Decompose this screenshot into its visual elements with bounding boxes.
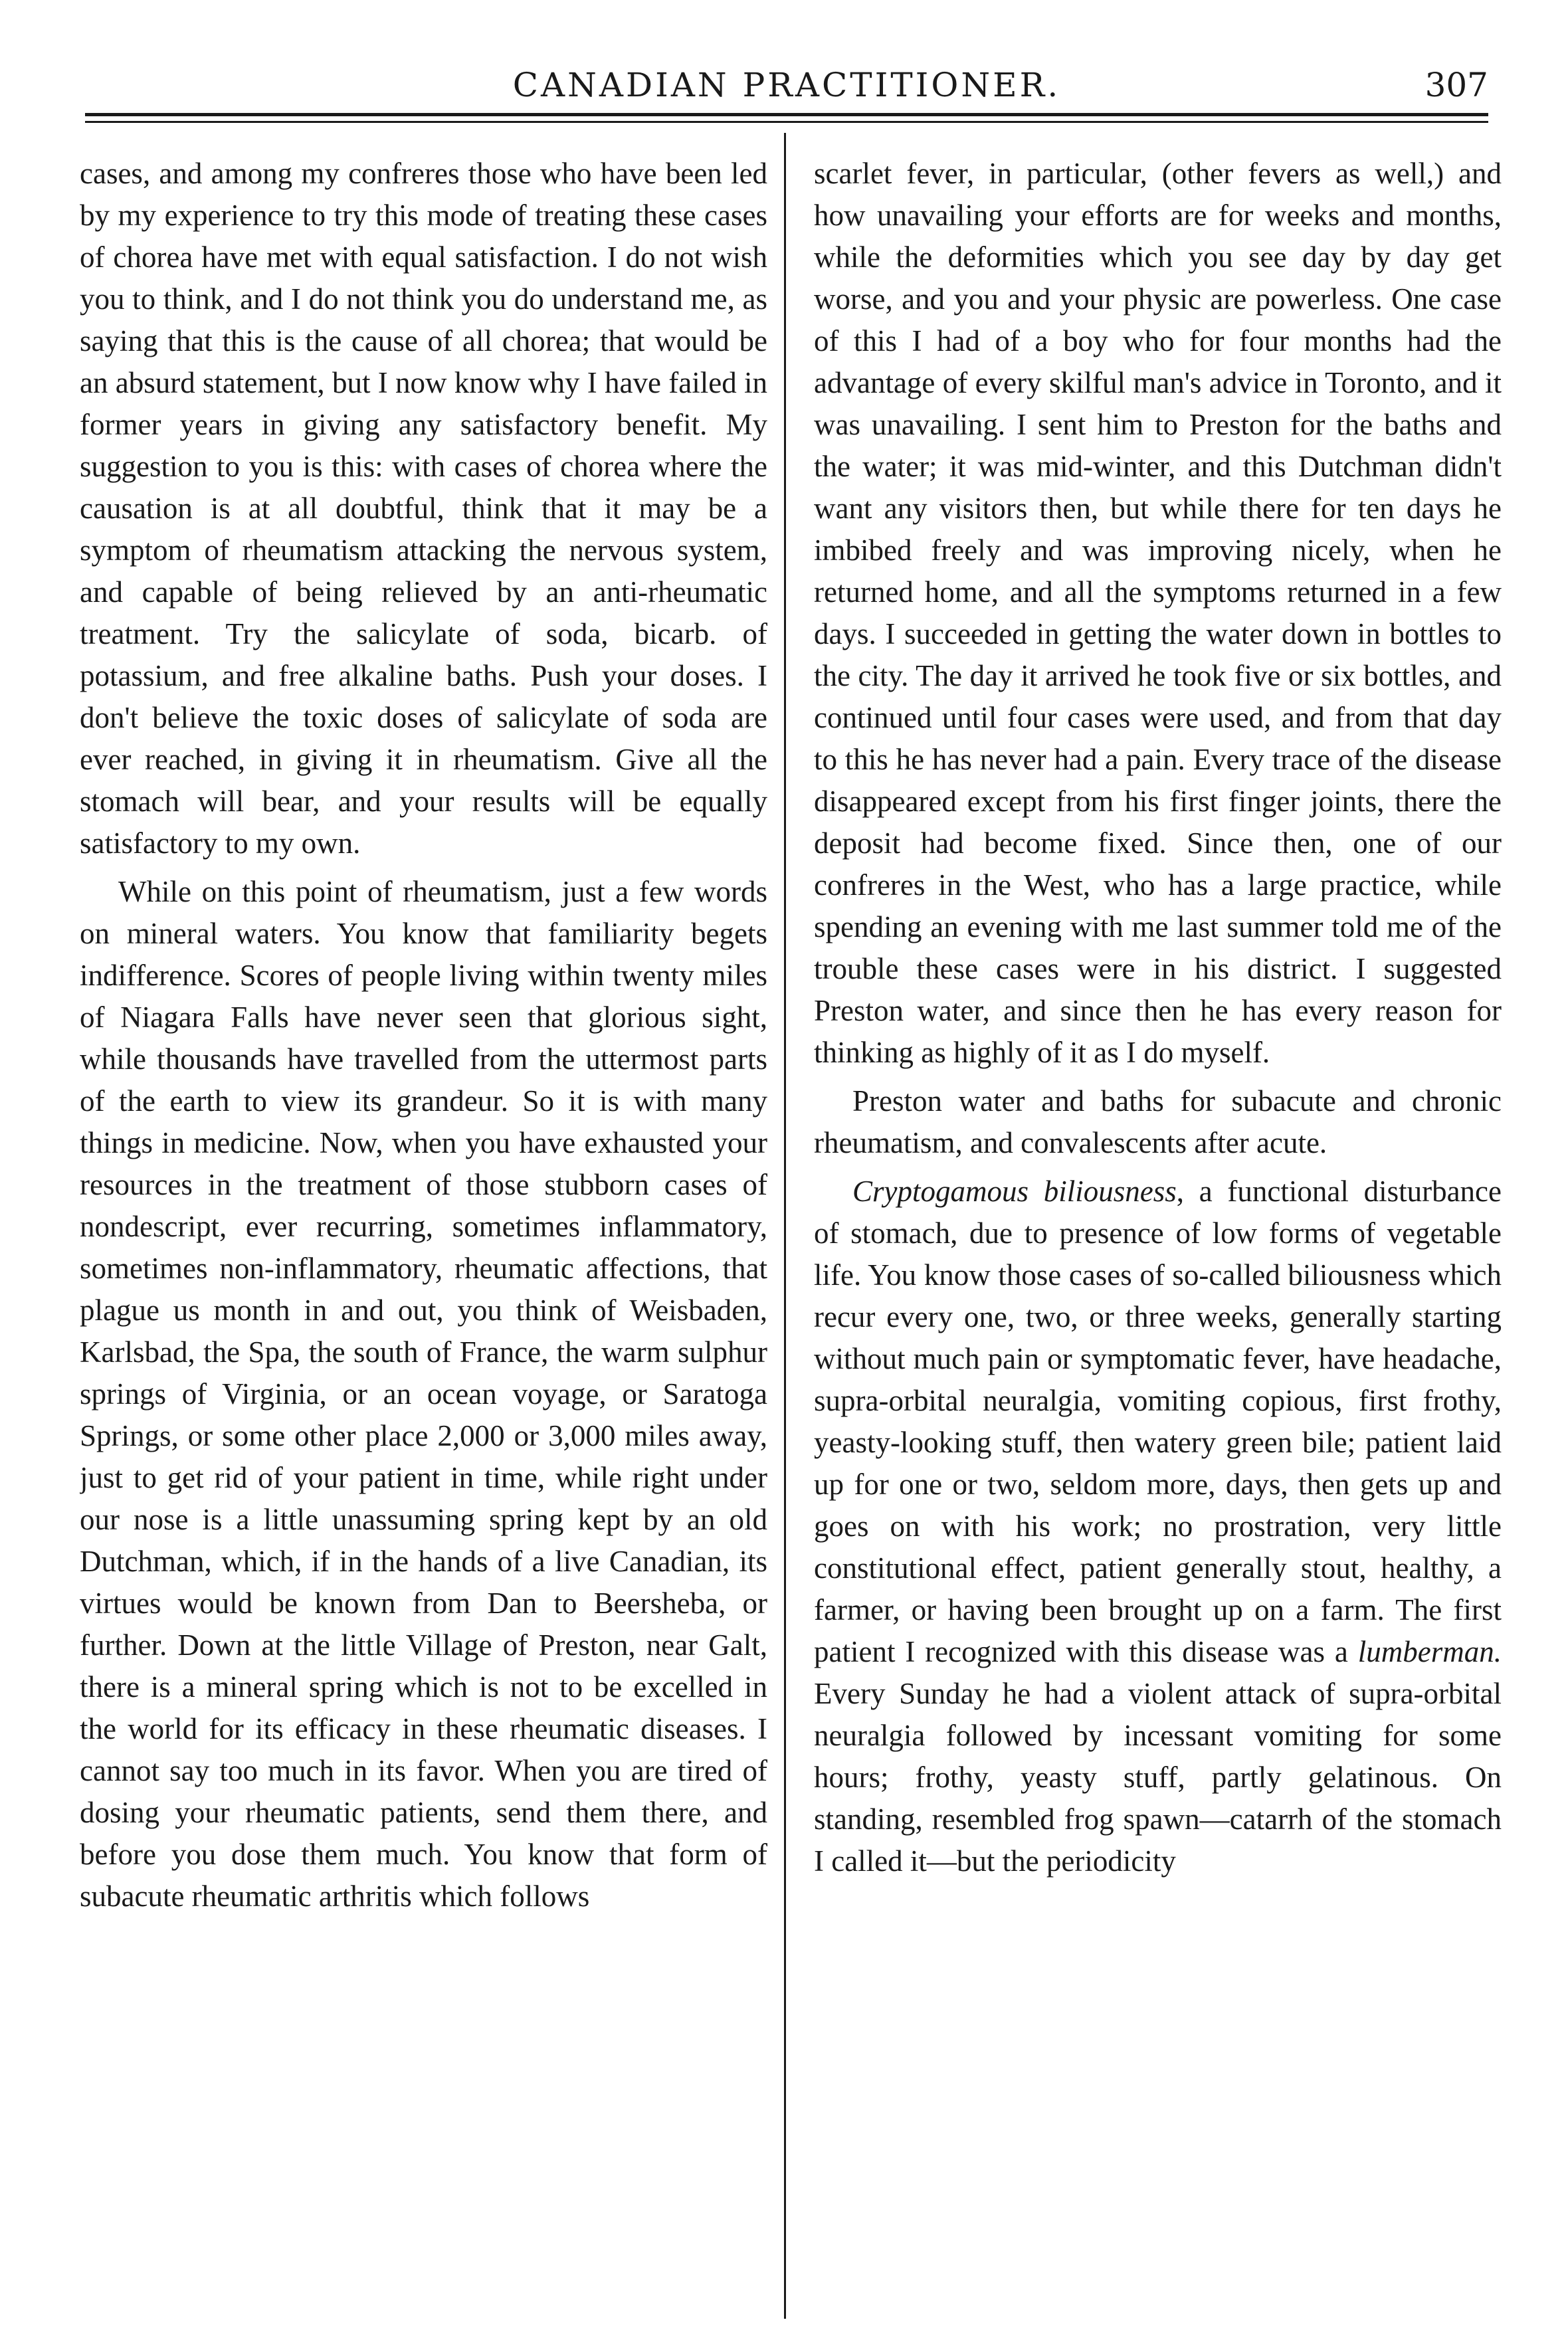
right-paragraph-1: scarlet fever, in particular, (other fevers as well,) and how unavailing your efforts are for weeks and months, while the deformities which you see day by day get worse, and you and your physic are powerless. One case of this I had of a boy who for four months had the advantage of every skilful man's advice in Toronto, and it was unavailing. I sent him to Preston for the baths and the water; it was mid-winter, and this Dutchman didn't want any visitors then, but while there for ten days he imbibed freely and was improving nicely, when he returned home, and all the symptoms returned in a few days. I succeeded in getting the water down in bottles to the city. The day it arrived he took five or six bottles, and continued until four cases were used, and from that day to this he has never had a pain. Every trace of the disease disappeared except from his first finger joints, there the deposit had become fixed. Since then, one of our confreres in the West, who has a large practice, while spending an evening with me last summer told me of the trouble these cases were in his district. I suggested Preston water, and since then he has every reason for thinking as highly of it as I do myself. — [814, 157, 1502, 1069]
paragraph-3-end: Every Sunday he had a violent attack of supra-orbital neuralgia followed by incessant vomiting for some hours; frothy, yeasty stuff, partly gelatinous. On standing, resembled frog spawn—catarrh of the stomach I called it—but the periodicity — [814, 1677, 1502, 1878]
page-number: 307 — [1424, 66, 1488, 104]
page-header — [85, 58, 1488, 112]
column-divider — [784, 133, 786, 2319]
left-column — [80, 153, 767, 2319]
header-rule-thick — [85, 113, 1488, 116]
right-paragraph-3 — [814, 1171, 1502, 1882]
term-cryptogamous-biliousness: Cryptogamous biliousness — [852, 1175, 1177, 1208]
running-title: CANADIAN PRACTITIONER. — [512, 66, 1061, 104]
term-lumberman: lumberman. — [1357, 1635, 1502, 1668]
paragraph-3-text: , a functional disturbance of stomach, due to presence of low forms of vegetable life. You know those cases of so-called biliousness which recur every one, two, or three weeks, generally starting without much pain or symptomatic fever, have headache, supra-orbital neuralgia, vomiting copious, first frothy, yeasty-looking stuff, then watery green bile; patient laid up for one or two, seldom more, days, then gets up and goes on with his work; no prostration, very little constitutional effect, patient generally stout, healthy, a farmer, or having been brought up on a farm. The first patient I recognized with this disease was a — [814, 1175, 1502, 1668]
right-paragraph-2: Preston water and baths for subacute and chronic rheumatism, and convalescents after acute. — [814, 1084, 1502, 1159]
header-rule-thin — [85, 121, 1488, 123]
left-paragraph-1: cases, and among my confreres those who have been led by my experience to try this mode of treating these cases of chorea have met with equal satisfaction. I do not wish you to think, and I do not think you do understand me, as saying that this is the cause of all chorea; that would be an absurd statement, but I now know why I have failed in former years in giving any satisfactory benefit. My suggestion to you is this: with cases of chorea where the causation is at all doubtful, think that it may be a symptom of rheumatism attacking the nervous system, and capable of being relieved by an anti-rheumatic treatment. Try the salicylate of soda, bicarb. of potassium, and free alkaline baths. Push your doses. I don't believe the toxic doses of salicylate of soda are ever reached, in giving it in rheumatism. Give all the stomach will bear, and your results will be equally satisfactory to my own. — [80, 157, 767, 860]
left-paragraph-2: While on this point of rheumatism, just a few words on mineral waters. You know that familiarity begets indifference. Scores of people living within twenty miles of Niagara Falls have never seen that glorious sight, while thousands have travelled from the uttermost parts of the earth to view its grandeur. So it is with many things in medicine. Now, when you have exhausted your resources in the treatment of those stubborn cases of nondescript, ever recurring, sometimes inflammatory, sometimes non-inflammatory, rheumatic affections, that plague us month in and out, you think of Weisbaden, Karlsbad, the Spa, the south of France, the warm sulphur springs of Virginia, or an ocean voyage, or Saratoga Springs, or some other place 2,000 or 3,000 miles away, just to get rid of your patient in time, while right under our nose is a little unassuming spring kept by an old Dutchman, which, if in the hands of a live Canadian, its virtues would be known from Dan to Beersheba, or further. Down at the little Village of Preston, near Galt, there is a mineral spring which is not to be excelled in the world for its efficacy in these rheumatic diseases. I cannot say too much in its favor. When you are tired of dosing your rheumatic patients, send them there, and before you dose them much. You know that form of subacute rheumatic arthritis which follows — [80, 875, 767, 1913]
right-column — [814, 153, 1502, 2319]
